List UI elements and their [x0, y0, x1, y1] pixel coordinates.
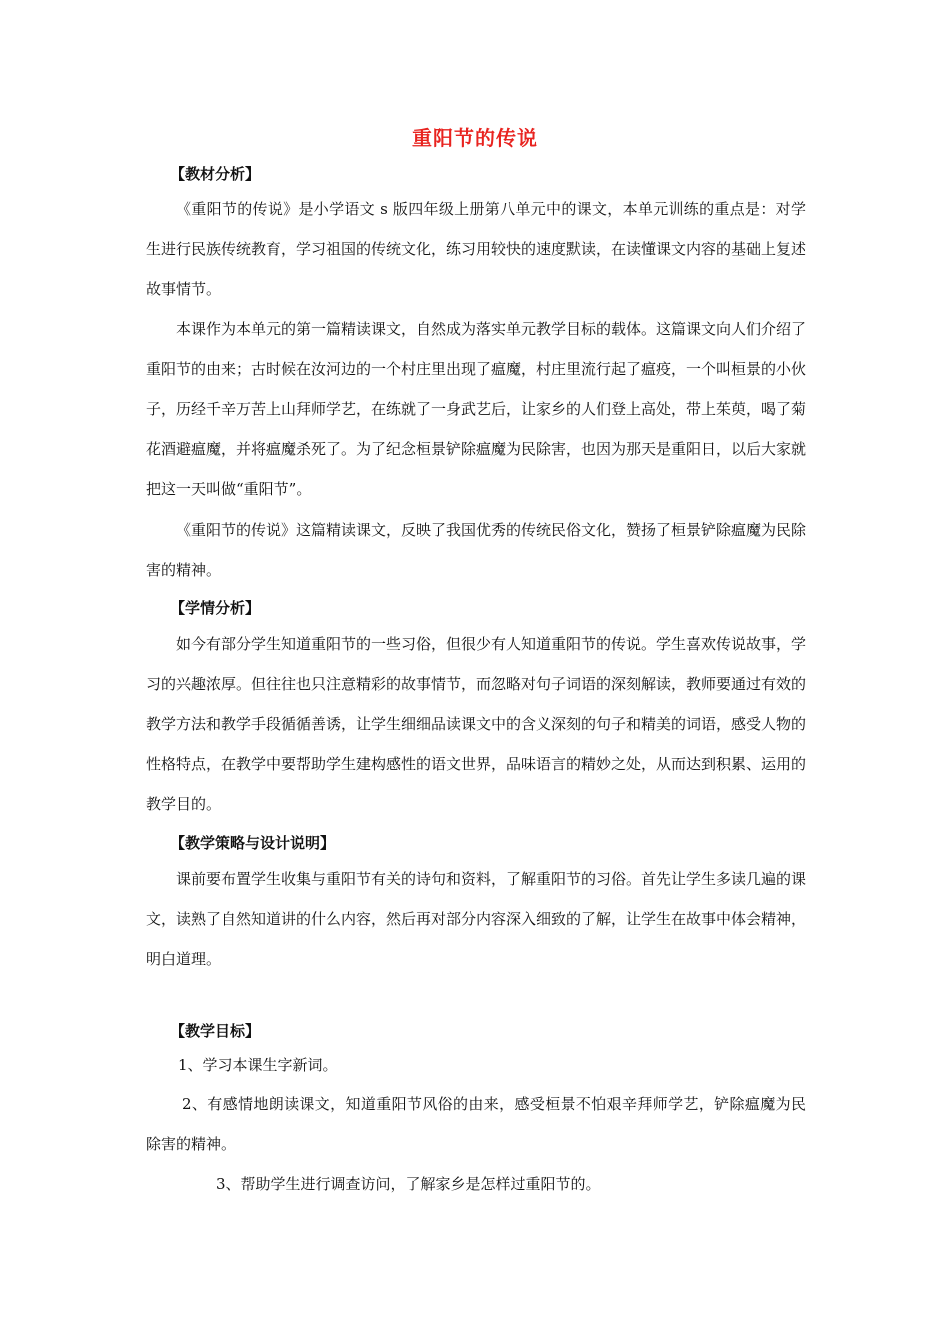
material-paragraph-1: 《重阳节的传说》是小学语文 s 版四年级上册第八单元中的课文，本单元训练的重点是：对学生进行民族传统教育，学习祖国的传统文化，练习用较快的速度默读，在读懂课文内容的基础上复述故事情节。	[146, 200, 807, 298]
material-paragraph-3: 《重阳节的传说》这篇精读课文，反映了我国优秀的传统民俗文化，赞扬了桓景铲除瘟魔为民除害的精神。	[146, 521, 807, 579]
heading-teaching-goals: 【教学目标】	[170, 1022, 261, 1040]
heading-material-analysis: 【教材分析】	[170, 165, 261, 183]
heading-teaching-strategy: 【教学策略与设计说明】	[170, 834, 336, 852]
goal-item-3: 3、帮助学生进行调查访问，了解家乡是怎样过重阳节的。	[216, 1175, 601, 1193]
document-title: 重阳节的传说	[412, 126, 538, 150]
heading-student-analysis: 【学情分析】	[170, 599, 261, 617]
goal-item-2: 2、有感情地朗读课文，知道重阳节风俗的由来，感受桓景不怕艰辛拜师学艺，铲除瘟魔为民除害的精神。	[146, 1095, 806, 1153]
students-paragraph-1: 如今有部分学生知道重阳节的一些习俗，但很少有人知道重阳节的传说。学生喜欢传说故事，学习的兴趣浓厚。但往往也只注意精彩的故事情节，而忽略对句子词语的深刻解读，教师要通过有效的教学方法和教学手段循循善诱，让学生细细品读课文中的含义深刻的句子和精美的词语，感受人物的性格特点，在教学中要帮助学生建构感性的语文世界，品味语言的精妙之处，从而达到积累、运用的教学目的。	[146, 635, 807, 813]
strategy-paragraph-1: 课前要布置学生收集与重阳节有关的诗句和资料，了解重阳节的习俗。首先让学生多读几遍的课文，读熟了自然知道讲的什么内容，然后再对部分内容深入细致的了解，让学生在故事中体会精神，明白道理。	[146, 870, 807, 968]
material-paragraph-2: 本课作为本单元的第一篇精读课文，自然成为落实单元教学目标的载体。这篇课文向人们介绍了重阳节的由来；古时候在汝河边的一个村庄里出现了瘟魔，村庄里流行起了瘟疫，一个叫桓景的小伙子，历经千辛万苦上山拜师学艺，在练就了一身武艺后，让家乡的人们登上高处，带上茱萸，喝了菊花酒避瘟魔，并将瘟魔杀死了。为了纪念桓景铲除瘟魔为民除害，也因为那天是重阳日，以后大家就把这一天叫做“重阳节”。	[146, 320, 807, 498]
goal-item-1: 1、学习本课生字新词。	[178, 1056, 338, 1074]
